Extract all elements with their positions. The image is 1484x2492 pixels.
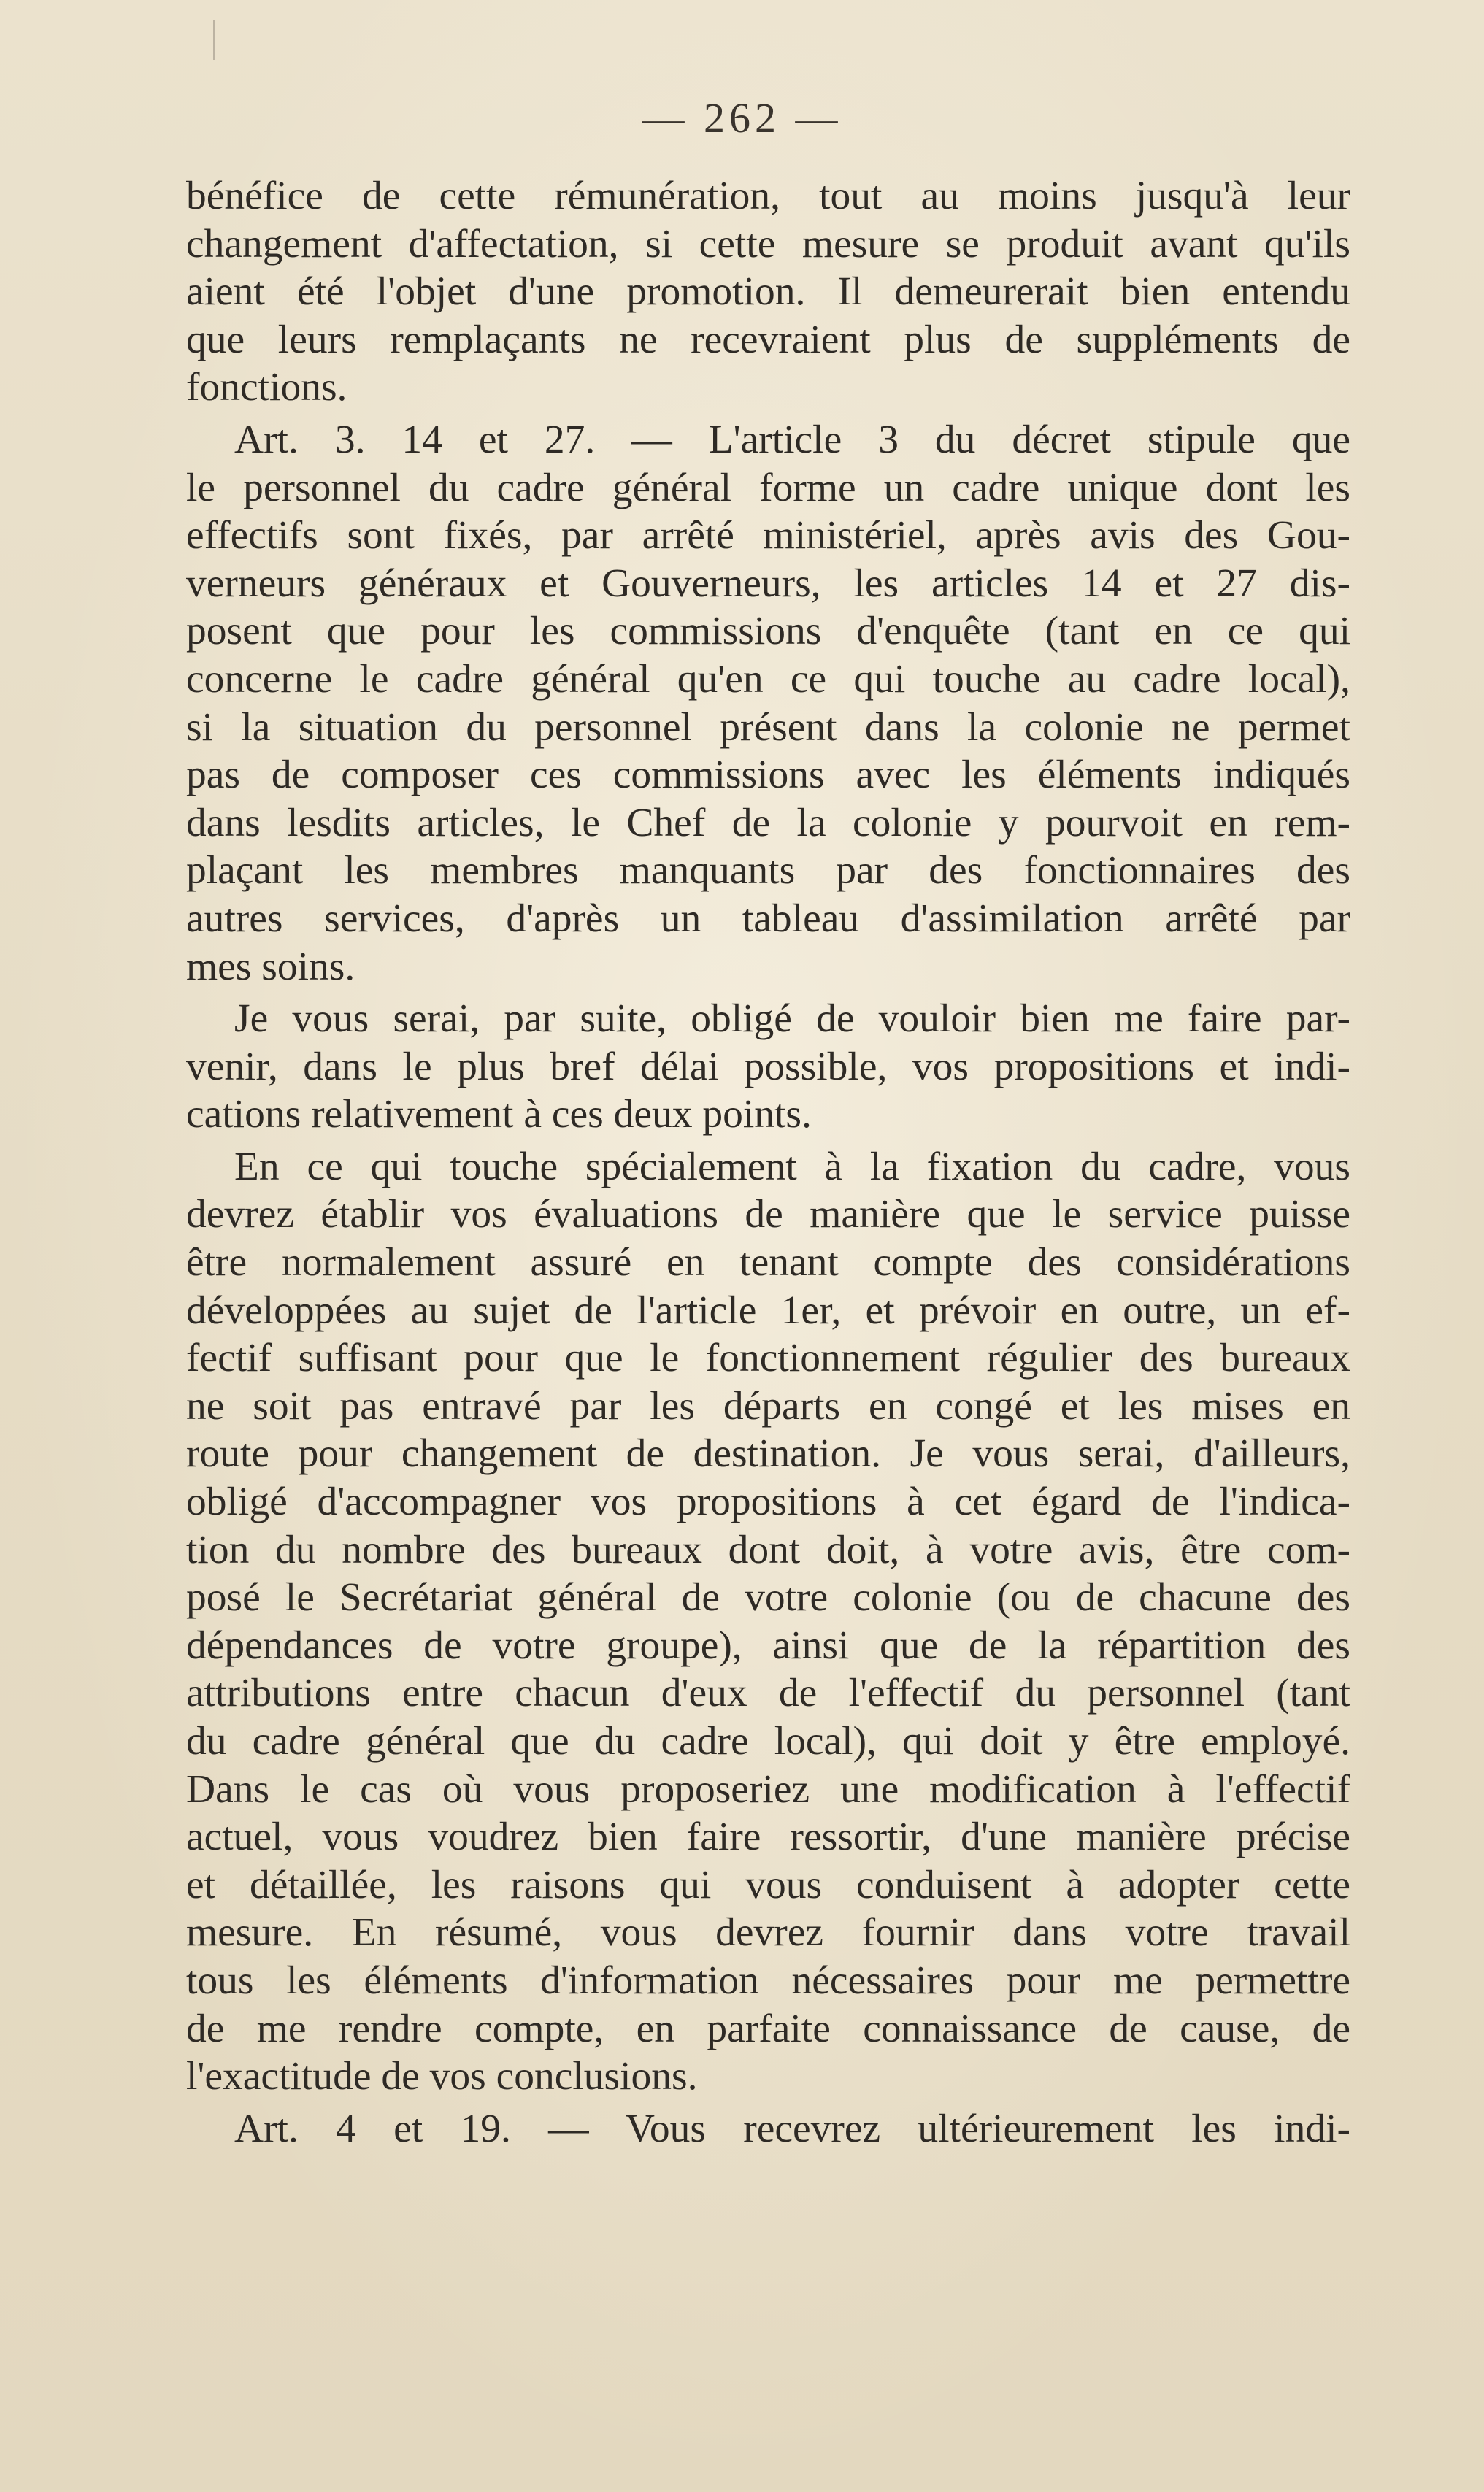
text-line: cations relativement à ces deux points.: [186, 1092, 812, 1137]
text-line: route pour changement de destination. Je vous serai, d'ailleurs,: [186, 1431, 1350, 1477]
page-number: — 262 —: [642, 94, 842, 142]
text-line: si la situation du personnel présent dans la colonie ne permet: [186, 704, 1350, 750]
text-line: tous les éléments d'information nécessaires pour me permettre: [186, 1958, 1350, 2003]
text-line: du cadre général que du cadre local), qui doit y être employé.: [186, 1719, 1350, 1764]
text-line: autres services, d'après un tableau d'assimilation arrêté par: [186, 896, 1350, 941]
text-line: fonctions.: [186, 365, 347, 410]
text-line: aient été l'objet d'une promotion. Il demeurerait bien entendu: [186, 269, 1350, 315]
text-line: dépendances de votre groupe), ainsi que de la répartition des: [186, 1623, 1350, 1668]
text-line: En ce qui touche spécialement à la fixation du cadre, vous: [234, 1144, 1350, 1189]
text-line: mes soins.: [186, 944, 355, 989]
text-line: effectifs sont fixés, par arrêté ministériel, après avis des Gou-: [186, 513, 1350, 558]
text-line: obligé d'accompagner vos propositions à cet égard de l'indica-: [186, 1480, 1350, 1525]
margin-mark: [213, 20, 215, 60]
text-line: développées au sujet de l'article 1er, et prévoir en outre, un ef-: [186, 1288, 1350, 1333]
text-line: que leurs remplaçants ne recevraient plus de suppléments de: [186, 317, 1350, 362]
text-line: Art. 4 et 19. — Vous recevrez ultérieurement les indi-: [234, 2106, 1350, 2151]
text-line: le personnel du cadre général forme un cadre unique dont les: [186, 465, 1350, 510]
text-line: plaçant les membres manquants par des fonctionnaires des: [186, 848, 1350, 893]
text-line: l'exactitude de vos conclusions.: [186, 2054, 698, 2099]
text-line: être normalement assuré en tenant compte des considérations: [186, 1240, 1350, 1285]
text-line: changement d'affectation, si cette mesure se produit avant qu'ils: [186, 221, 1350, 266]
body-text: [186, 172, 1350, 2153]
text-line: mesure. En résumé, vous devrez fournir dans votre travail: [186, 1910, 1350, 1955]
text-line: devrez établir vos évaluations de manière que le service puisse: [186, 1192, 1350, 1237]
text-line: Je vous serai, par suite, obligé de vouloir bien me faire par-: [234, 996, 1350, 1042]
text-line: concerne le cadre général qu'en ce qui touche au cadre local),: [186, 656, 1350, 701]
text-line: tion du nombre des bureaux dont doit, à votre avis, être com-: [186, 1527, 1350, 1572]
text-line: venir, dans le plus bref délai possible, vos propositions et indi-: [186, 1044, 1350, 1089]
text-line: dans lesdits articles, le Chef de la colonie y pourvoit en rem-: [186, 800, 1350, 845]
text-line: posé le Secrétariat général de votre colonie (ou de chacune des: [186, 1575, 1350, 1620]
text-line: posent que pour les commissions d'enquête (tant en ce qui: [186, 609, 1350, 654]
text-line: pas de composer ces commissions avec les éléments indiqués: [186, 753, 1350, 798]
text-line: Dans le cas où vous proposeriez une modification à l'effectif: [186, 1766, 1350, 1812]
text-line: fectif suffisant pour que le fonctionnement régulier des bureaux: [186, 1336, 1350, 1381]
text-line: et détaillée, les raisons qui vous conduisent à adopter cette: [186, 1862, 1350, 1907]
text-line: verneurs généraux et Gouverneurs, les articles 14 et 27 dis-: [186, 561, 1350, 606]
text-line: attributions entre chacun d'eux de l'effectif du personnel (tant: [186, 1671, 1350, 1716]
text-line: ne soit pas entravé par les départs en congé et les mises en: [186, 1383, 1350, 1428]
text-line: de me rendre compte, en parfaite connaissance de cause, de: [186, 2006, 1350, 2051]
text-line: bénéfice de cette rémunération, tout au moins jusqu'à leur: [186, 174, 1350, 218]
text-line: actuel, vous voudrez bien faire ressortir, d'une manière précise: [186, 1815, 1350, 1860]
text-line: Art. 3. 14 et 27. — L'article 3 du décret stipule que: [234, 417, 1350, 462]
